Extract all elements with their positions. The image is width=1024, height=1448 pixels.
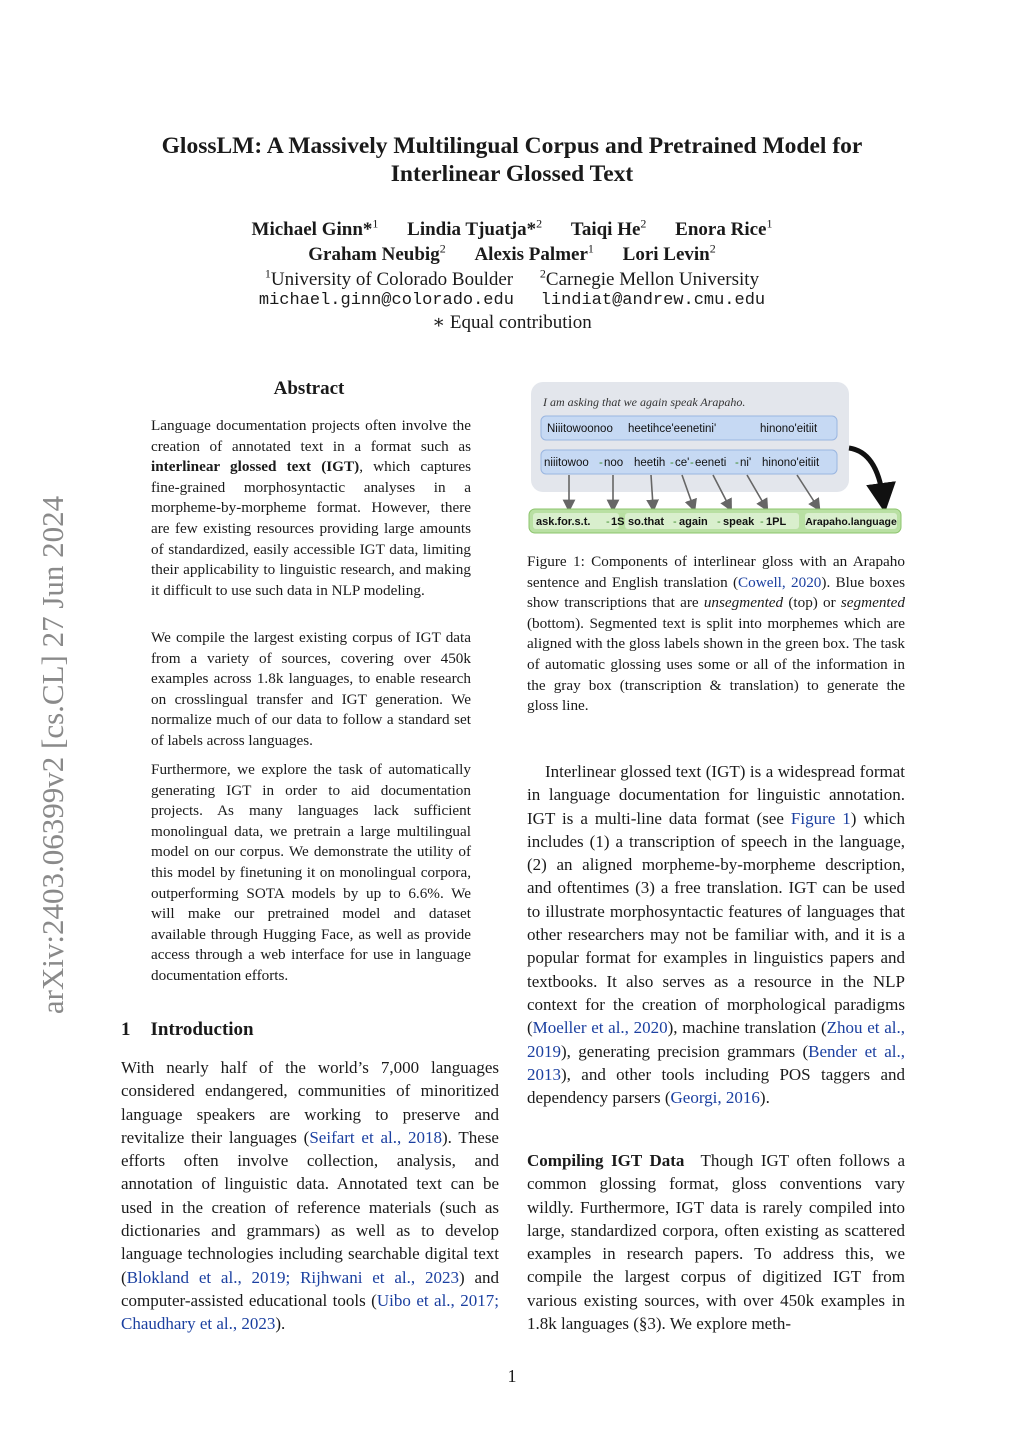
segmented-morpheme: hinono'eitiit xyxy=(762,457,820,469)
segmented-morpheme: eeneti xyxy=(695,457,727,469)
affiliation: $^2$Carnegie Mellon University xyxy=(539,267,760,291)
svg-text:-: - xyxy=(690,457,694,469)
abstract-paragraph-1: Language documentation projects often involve the creation of annotated text in a format such as interlinear glossed text (IGT), which captures fine-grained morphosyntactic analyses in a morpheme-by-morpheme format. However, there are few existing resources providing large amounts of standardized, easily accessible IGT data, limiting their applicability to linguistic research, and making it difficult to use such data in NLP modeling. xyxy=(151,417,471,599)
citation-link[interactable]: Blokland et al., 2019 xyxy=(126,1267,286,1287)
generate-arrow-icon xyxy=(849,448,883,498)
citation-link[interactable]: Chaudhary et al., 2023 xyxy=(121,1314,276,1334)
gloss-label: 1PL xyxy=(766,516,787,528)
figure-reference-link[interactable]: Figure 1 xyxy=(790,808,851,828)
author: Enora Rice$^1$ xyxy=(675,217,773,241)
segmented-morpheme: ce' xyxy=(675,457,690,469)
author: Graham Neubig$^2$ xyxy=(308,242,446,266)
page-number: 1 xyxy=(507,1366,517,1386)
abstract-paragraph-2: We compile the largest existing corpus of IGT data from a variety of sources, covering over 450k examples across 1.8k languages, to enable research on crosslingual transfer and IGT generation. We normalize much of our data to follow a standard set of labels across languages. xyxy=(151,629,471,749)
figure-1-caption: Figure 1: Components of interlinear gloss with an Arapaho sentence and English translation (Cowell, 2020). Blue boxes show transcriptions that are unsegmented (top) or segmented (bottom). Segmented text is split into morphemes which are aligned with the gloss labels shown in the green box. The task of automatic glossing uses some or all of the information in the gray box (transcription & translation) to generate the gloss line. xyxy=(527,553,905,715)
segmented-morpheme: niiitowoo xyxy=(544,457,589,469)
author: Lori Levin$^2$ xyxy=(622,242,716,266)
right-column-paragraph-1: Interlinear glossed text (IGT) is a widespread format in language documentation for linguistic annotation. IGT is a multi-line data format (see Figure 1) which includes (1) a transcription of speech in the language, (2) an aligned morpheme-by-morpheme description, and oftentimes (3) a free translation. IGT can be used to illustrate morphosyntactic features of languages that other researchers may not be familiar with, and it is a popular format for examples in linguistics papers and textbooks. It also serves as a resource in the NLP context for the creation of morphological paradigms (Moeller et al., 2020), machine translation (Zhou et al., 2019), generating precision grammars (Bender et al., 2013), and other tools including POS taggers and dependency parsers (Georgi, 2016). xyxy=(527,762,905,1108)
gloss-label: speak xyxy=(723,516,755,528)
right-column-paragraph-2: Compiling IGT Data Though IGT often follows a common glossing format, gloss conventions vary wildly. Furthermore, IGT data is rarely compiled into large, standardized corpora, often existing as scattered examples in research papers. To address this, we compile the largest corpus of digitized IGT from various existing sources, with over 450k examples in 1.8k languages (§3). We explore meth- xyxy=(527,1151,906,1334)
unsegmented-word: Niiitowoonoo xyxy=(547,423,613,435)
equal-contribution-note: ∗ Equal contribution xyxy=(432,312,592,333)
svg-text:-: - xyxy=(717,516,721,528)
paragraph-heading: Compiling IGT Data xyxy=(527,1151,685,1170)
figure-1-diagram xyxy=(527,380,905,540)
unsegmented-word: heetihce'eenetini' xyxy=(628,423,717,435)
section-heading-introduction: 1 Introduction xyxy=(121,1019,254,1040)
segmented-morpheme: ni' xyxy=(740,457,752,469)
gloss-label: 1S xyxy=(611,516,625,528)
author: Taiqi He$^2$ xyxy=(570,217,647,241)
segmented-morpheme: heetih xyxy=(634,457,666,469)
introduction-paragraph: With nearly half of the world’s 7,000 languages considered endangered, communities of minoritized language speakers are working to preserve and revitalize their languages (Seifart et al., 2018). These efforts often involve collection, analysis, and annotation of linguistic data. Annotated text can be used in the creation of reference materials (such as dictionaries and grammars) as well as to develop language technologies including searchable digital text (Blokland et al., 2019; Rijhwani et al., 2023) and computer-assisted educational tools (Uibo et al., 2017; Chaudhary et al., 2023). xyxy=(121,1058,499,1334)
svg-text:-: - xyxy=(599,457,603,469)
svg-text:-: - xyxy=(735,457,739,469)
abstract-heading: Abstract xyxy=(273,378,345,399)
citation-link[interactable]: Zhou et al., 2019 xyxy=(527,1018,905,1061)
citation-link[interactable]: Moeller et al., 2020 xyxy=(532,1018,668,1038)
citation-link[interactable]: Rijhwani et al., 2023 xyxy=(300,1267,459,1287)
author: Michael Ginn*$^1$ xyxy=(251,217,379,241)
author: Alexis Palmer$^1$ xyxy=(474,242,594,266)
arxiv-identifier[interactable]: arXiv:2403.06399v2 [cs.CL] 27 Jun 2024 xyxy=(35,495,70,1015)
svg-text:-: - xyxy=(606,516,610,528)
title-line-1: GlossLM: A Massively Multilingual Corpus and Pretrained Model for xyxy=(161,133,863,159)
svg-text:-: - xyxy=(673,516,677,528)
citation-link[interactable]: Uibo et al., 2017 xyxy=(376,1290,495,1310)
email[interactable]: lindiat@andrew.cmu.edu xyxy=(540,291,766,310)
abstract-paragraph-3: Furthermore, we explore the task of automatically generating IGT in order to aid documentation projects. As many languages lack sufficient monolingual data, we pretrain a large multilingual model on our corpus. We demonstrate the utility of this model by finetuning it on monolingual corpora, outperforming SOTA models by up to 6.6%. We will make our pretrained model and dataset available through Hugging Face, as well as provide access through a web interface for use in language documentation efforts. xyxy=(151,761,471,984)
unsegmented-word: hinono'eitiit xyxy=(760,423,818,435)
svg-text:-: - xyxy=(760,516,764,528)
author: Lindia Tjuatja*$^2$ xyxy=(407,217,543,241)
paper-title xyxy=(90,132,934,188)
title-line-2: Interlinear Glossed Text xyxy=(390,161,634,187)
emails xyxy=(100,287,924,313)
gloss-label: ask.for.s.t. xyxy=(536,516,591,528)
affiliation: $^1$University of Colorado Boulder xyxy=(264,267,514,291)
citation-link[interactable]: Georgi, 2016 xyxy=(670,1088,760,1108)
gloss-label: so.that xyxy=(628,516,665,528)
figure-translation: I am asking that we again speak Arapaho. xyxy=(543,395,746,409)
citation-link[interactable]: Seifart et al., 2018 xyxy=(309,1127,443,1147)
segmented-morpheme: noo xyxy=(604,457,624,469)
gloss-label: again xyxy=(679,516,708,528)
email[interactable]: michael.ginn@colorado.edu xyxy=(258,291,514,310)
citation-link[interactable]: Bender et al., 2013 xyxy=(527,1041,905,1084)
gloss-label: Arapaho.language xyxy=(805,516,897,528)
citation-link[interactable]: Cowell, 2020 xyxy=(738,573,822,591)
svg-text:-: - xyxy=(670,457,674,469)
